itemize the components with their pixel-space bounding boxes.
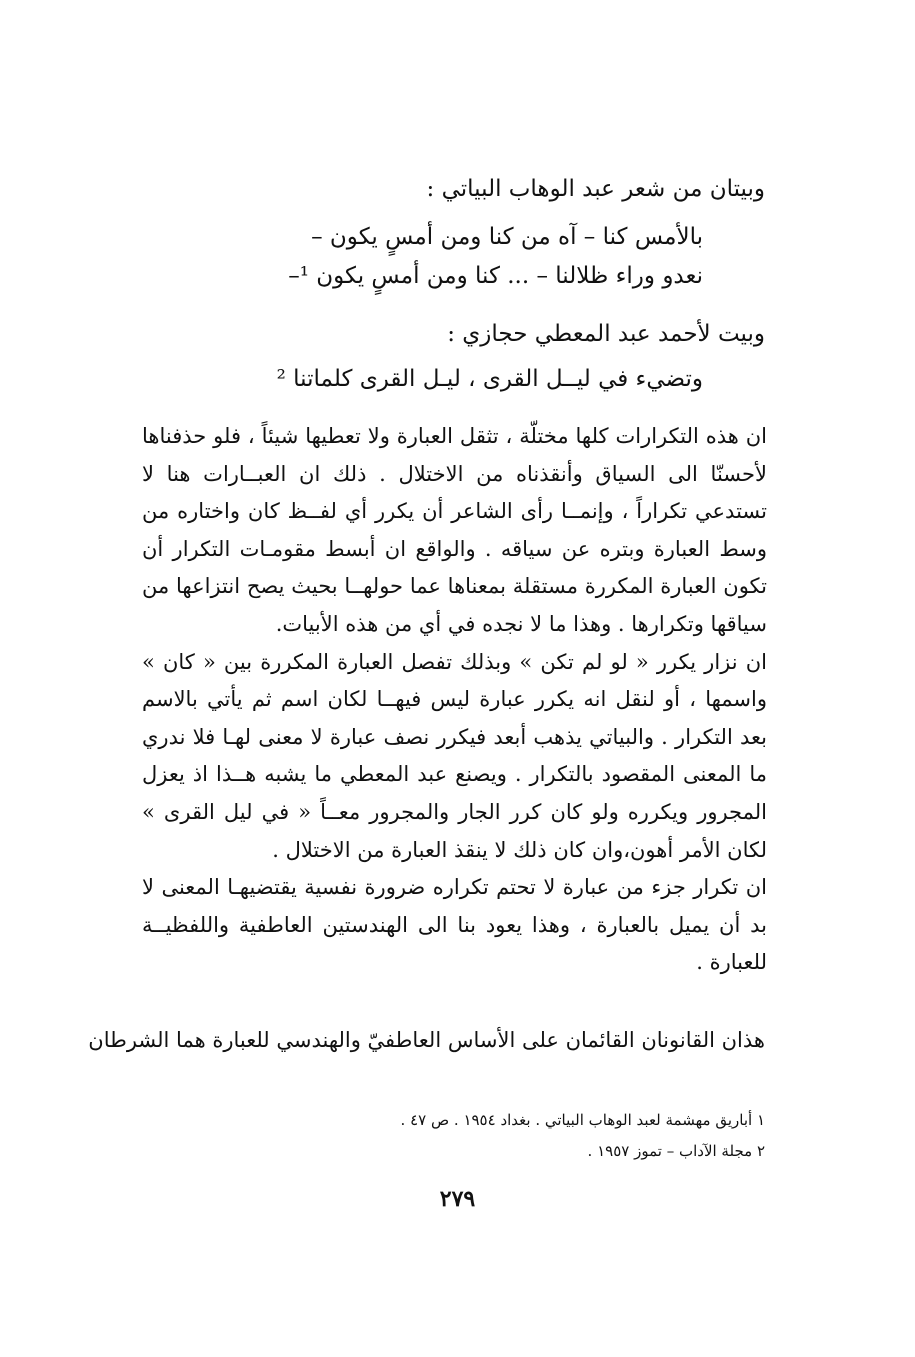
final-line: هذان القانونان القائمان على الأساس العاطفيّ والهندسي للعبارة هما الشرطان xyxy=(88,1028,765,1052)
intro-baiati: وبيتان من شعر عبد الوهاب البياتي : xyxy=(426,176,765,202)
verse-baiati-1: بالأمس كنا – آه من كنا ومن أمسٍ يكون – xyxy=(311,224,703,250)
footnote-1: ١ أباريق مهشمة لعبد الوهاب البياتي . بغداد ١٩٥٤ . ص ٤٧ . xyxy=(400,1111,765,1129)
body-text xyxy=(142,418,767,982)
footnote-2: ٢ مجلة الآداب – تموز ١٩٥٧ . xyxy=(587,1142,765,1160)
verse-hijazi: وتضيء في ليــل القرى ، ليـل القرى كلماتنا ² xyxy=(276,366,703,392)
verse-baiati-2: نعدو وراء ظلالنا – ... كنا ومن أمسٍ يكون ¹– xyxy=(288,263,703,289)
footnotes xyxy=(145,1105,765,1167)
intro-hijazi: وبيت لأحمد عبد المعطي حجازي : xyxy=(447,321,765,347)
paragraph-3: ان تكرار جزء من عبارة لا تحتم تكراره ضرورة نفسية يقتضيهـا المعنى لا بد أن يميل بالعبارة ، وهذا يعود بنا الى الهندستين العاطفية واللفظيــة للعبارة . xyxy=(142,875,767,975)
page-number: ٢٧٩ xyxy=(439,1186,476,1212)
paragraph-2: ان نزار يكرر « لو لم تكن » وبذلك تفصل العبارة المكررة بين « كان » واسمها ، أو لنقل انه يكرر عبارة ليس فيهــا لكان اسم ثم يأتي بالاسم بعد التكرار . والبياتي يذهب أبعد فيكرر نصف عبارة لا معنى لهـا فلا ندري ما المعنى المقصود بالتكرار . ويصنع عبد المعطي ما يشبه هــذا اذ يعزل المجرور ويكرره ولو كان كرر الجار والمجرور معــاً « في ليل القرى » لكان الأمر أهون،وان كان ذلك لا ينقذ العبارة من الاختلال . xyxy=(142,649,767,862)
paragraph-1: ان هذه التكرارات كلها مختلّة ، تثقل العبارة ولا تعطيها شيئاً ، فلو حذفناها لأحسنّا الى السياق وأنقذناه من الاختلال . ذلك ان العبــارات هنا لا تستدعي تكراراً ، وإنمــا رأى الشاعر أن يكرر أي لفــظ كان واختاره من وسط العبارة وبتره عن سياقه . والواقع ان أبسط مقومـات التكرار أن تكون العبارة المكررة مستقلة بمعناها عما حولهــا بحيث يصح انتزاعها من سياقها وتكرارها . وهذا ما لا نجده في أي من هذه الأبيات. xyxy=(142,424,767,636)
